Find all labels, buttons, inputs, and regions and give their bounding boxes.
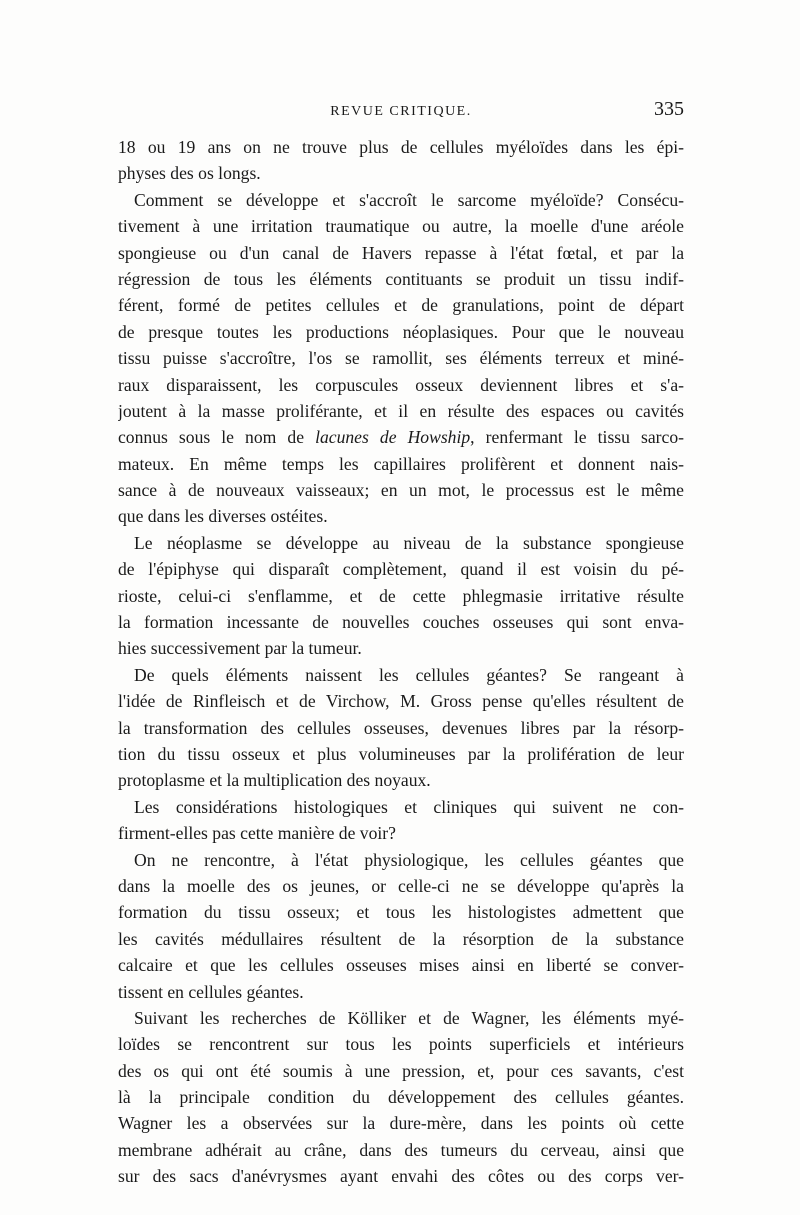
text-line: tissent en cellules géantes. (118, 981, 304, 1002)
text-line: loïdes se rencontrent sur tous les points superficiels et intérieurs (118, 1034, 684, 1055)
text-line: Comment se développe et s'accroît le sarcome myéloïde? Consécu- (134, 189, 684, 210)
text-line (118, 424, 684, 450)
text-line: sance à de nouveaux vaisseaux; en un mot, le processus est le même (118, 480, 684, 501)
text-line: On ne rencontre, à l'état physiologique, les cellules géantes que (134, 849, 684, 870)
text-line: sur des sacs d'anévrysmes ayant envahi des côtes ou des corps ver- (118, 1166, 684, 1187)
text-line: les cavités médullaires résultent de la résorption de la substance (118, 928, 684, 949)
text-line: là la principale condition du développement des cellules géantes. (118, 1087, 684, 1108)
text-line: rioste, celui-ci s'enflamme, et de cette phlegmasie irritative résulte (118, 585, 684, 606)
text-line: physes des os longs. (118, 163, 261, 184)
text-segment: , renfermant le tissu sarco- (470, 427, 684, 448)
text-segment: connus sous le nom de (118, 427, 316, 448)
page-number: 335 (654, 98, 684, 120)
text-line: que dans les diverses ostéites. (118, 506, 328, 527)
text-line: calcaire et que les cellules osseuses mises ainsi en liberté se conver- (118, 955, 684, 976)
text-line: formation du tissu osseux; et tous les histologistes admettent que (118, 902, 684, 923)
italic-term: lacunes de Howship (315, 427, 471, 448)
body-text (118, 134, 684, 1190)
text-line: membrane adhérait au crâne, dans des tumeurs du cerveau, ainsi que (118, 1139, 684, 1160)
text-line: Les considérations histologiques et cliniques qui suivent ne con- (134, 796, 684, 817)
text-line: dans la moelle des os jeunes, or celle-ci ne se développe qu'après la (118, 875, 684, 896)
text-line: l'idée de Rinfleisch et de Virchow, M. Gross pense qu'elles résultent de (118, 691, 684, 712)
text-line: raux disparaissent, les corpuscules osseux deviennent libres et s'a- (118, 374, 684, 395)
running-head (118, 98, 684, 124)
text-line: tion du tissu osseux et plus volumineuses par la prolifération de leur (118, 743, 684, 764)
running-title: REVUE CRITIQUE. (330, 104, 472, 119)
text-line: Le néoplasme se développe au niveau de la substance spongieuse (134, 532, 684, 553)
text-line: de l'épiphyse qui disparaît complètement, quand il est voisin du pé- (118, 559, 684, 580)
text-line: tivement à une irritation traumatique ou autre, la moelle d'une aréole (118, 216, 684, 237)
text-line: férent, formé de petites cellules et de granulations, point de départ (118, 295, 684, 316)
text-line: hies successivement par la tumeur. (118, 638, 362, 659)
text-line: la transformation des cellules osseuses, devenues libres par la résorp- (118, 717, 684, 738)
text-line: spongieuse ou d'un canal de Havers repasse à l'état fœtal, et par la (118, 242, 684, 263)
text-line: des os qui ont été soumis à une pression, et, pour ces savants, c'est (118, 1060, 684, 1081)
text-line: Suivant les recherches de Kölliker et de Wagner, les éléments myé- (134, 1007, 684, 1028)
text-line: firment-elles pas cette manière de voir? (118, 823, 396, 844)
text-line: De quels éléments naissent les cellules géantes? Se rangeant à (134, 664, 684, 685)
text-line: 18 ou 19 ans on ne trouve plus de cellules myéloïdes dans les épi- (118, 137, 684, 157)
text-line: joutent à la masse proliférante, et il en résulte des espaces ou cavités (118, 400, 684, 421)
text-line: régression de tous les éléments contituants se produit un tissu indif- (118, 268, 684, 289)
text-line: la formation incessante de nouvelles couches osseuses qui sont enva- (118, 612, 684, 633)
text-line: de presque toutes les productions néoplasiques. Pour que le nouveau (118, 321, 684, 342)
text-line: mateux. En même temps les capillaires prolifèrent et donnent nais- (118, 453, 684, 474)
text-line: protoplasme et la multiplication des noyaux. (118, 770, 431, 791)
text-line: Wagner les a observées sur la dure-mère, dans les points où cette (118, 1113, 684, 1134)
text-line: tissu puisse s'accroître, l'os se ramollit, ses éléments terreux et miné- (118, 348, 684, 369)
